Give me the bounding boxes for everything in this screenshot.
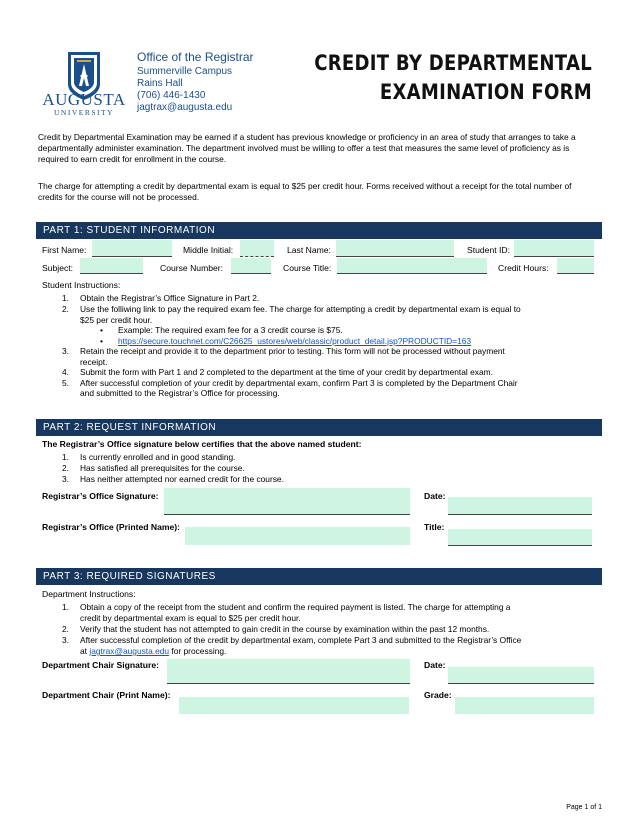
middle-initial-label: Middle Initial: <box>183 245 234 255</box>
chair-print-name-field[interactable] <box>179 697 409 714</box>
office-building: Rains Hall <box>137 78 183 89</box>
first-name-label: First Name: <box>42 245 87 255</box>
university-subtitle: UNIVERSITY <box>54 108 114 117</box>
page-number: Page 1 of 1 <box>566 804 602 811</box>
first-name-field[interactable] <box>92 240 172 257</box>
department-instructions-label: Department Instructions: <box>42 589 136 599</box>
part2-heading: PART 2: REQUEST INFORMATION <box>36 419 602 436</box>
registrar-date-field[interactable] <box>448 497 592 515</box>
student-instructions-list: 1. Obtain the Registrar’s Office Signature in Part 2. 2. Use the folliwing link to pay the required exam fee. The charge for attempting a credit by departmental exam is equal to $25 per credit hour. • Example: The required exam fee for a 3 credit course is $75. • https://secure.touchnet.com/C26625_ustores/web/classic/product_detail.jsp?PRODUCTID=163 3. Retain the receipt and provide it to the department prior to testing. This form will not be processed without payment receipt. 4. Submit the form with Part 1 and 2 completed to the department at the time of your credit by departmental exam. 5. After successful completion of your credit by departmental exam, confirm Part 3 is completed by the Department Chair and submitted to the Registrar’s Office for processing. <box>62 293 521 398</box>
form-title <box>314 49 592 107</box>
registrar-title-field[interactable] <box>448 529 592 546</box>
grade-label: Grade: <box>424 690 452 700</box>
university-wordmark: AUGUSTA <box>42 90 126 109</box>
last-name-label: Last Name: <box>287 245 331 255</box>
payment-link[interactable]: https://secure.touchnet.com/C26625_ustores/web/classic/product_detail.jsp?PRODUCTID=163 <box>118 335 472 346</box>
intro-paragraph-2: The charge for attempting a credit by departmental exam is equal to $25 per credit hour. Forms received without a receipt for the total number of credits for the course will not be processed. <box>38 181 572 202</box>
office-campus: Summerville Campus <box>137 66 233 77</box>
subject-label: Subject: <box>42 263 74 273</box>
office-phone: (706) 446-1430 <box>137 90 206 101</box>
credit-hours-label: Credit Hours: <box>498 263 549 273</box>
student-id-label: Student ID: <box>467 245 510 255</box>
augusta-university-logo <box>36 50 132 120</box>
registrar-date-label: Date: <box>424 491 446 501</box>
chair-signature-field[interactable] <box>167 659 410 684</box>
last-name-field[interactable] <box>336 240 454 257</box>
credit-hours-field[interactable] <box>557 258 594 274</box>
chair-signature-label: Department Chair Signature: <box>42 660 159 670</box>
list-item: at jagtrax@augusta.edu for processing. <box>80 646 227 656</box>
registrar-printed-name-field[interactable] <box>185 527 410 545</box>
department-instructions-list: 1. Obtain a copy of the receipt from the student and confirm the required payment is listed. The charge for attempting a credit by departmental exam is equal to $25 per credit hour. 2. Verify that the student has not attempted to gain credit in the course by examination within the past 12 months. 3. After successful completion of the credit by departmental exam, complete Part 3 and submitted to the Registrar’s Office at jagtrax@augusta.edu for processing. <box>62 602 602 657</box>
intro-paragraph-1: Credit by Departmental Examination may be earned if a student has previous knowledge or proficiency in an area of study that arranges to take a departmentally administer examination. The department involved must be willing to offer a test that measures the same level of proficiency as is required to earn credit for enrollment in the course. <box>38 132 576 164</box>
office-title: Office of the Registrar <box>137 50 254 64</box>
part3-heading: PART 3: REQUIRED SIGNATURES <box>36 568 602 585</box>
registrar-signature-field[interactable] <box>164 488 410 515</box>
registrar-printed-name-label: Registrar’s Office (Printed Name): <box>42 522 181 532</box>
registrar-title-label: Title: <box>424 522 445 532</box>
chair-date-label: Date: <box>424 660 446 670</box>
middle-initial-field[interactable] <box>240 240 274 257</box>
form-title-line1: CREDIT BY DEPARTMENTAL <box>314 51 592 75</box>
course-number-field[interactable] <box>231 258 271 274</box>
course-number-label: Course Number: <box>160 263 224 273</box>
student-instructions-label: Student Instructions: <box>42 280 121 290</box>
chair-print-name-label: Department Chair (Print Name): <box>42 690 171 700</box>
course-title-label: Course Title: <box>283 263 332 273</box>
certification-list: 1. Is currently enrolled and in good standing. 2. Has satisfied all prerequisites for the course. 3. Has neither attempted nor earned credit for the course. <box>62 452 284 484</box>
office-email[interactable]: jagtrax@augusta.edu <box>137 102 233 113</box>
registrar-signature-label: Registrar’s Office Signature: <box>42 491 159 501</box>
student-id-field[interactable] <box>514 240 594 257</box>
registrar-certification-text: The Registrar’s Office signature below certifies that the above named student: <box>42 439 362 449</box>
form-title-line2: EXAMINATION FORM <box>379 80 592 104</box>
course-title-field[interactable] <box>337 258 487 274</box>
part1-heading: PART 1: STUDENT INFORMATION <box>36 222 602 239</box>
subject-field[interactable] <box>80 258 143 274</box>
registrar-email-link[interactable]: jagtrax@augusta.edu <box>89 646 170 656</box>
grade-field[interactable] <box>455 697 594 714</box>
chair-date-field[interactable] <box>448 667 594 684</box>
